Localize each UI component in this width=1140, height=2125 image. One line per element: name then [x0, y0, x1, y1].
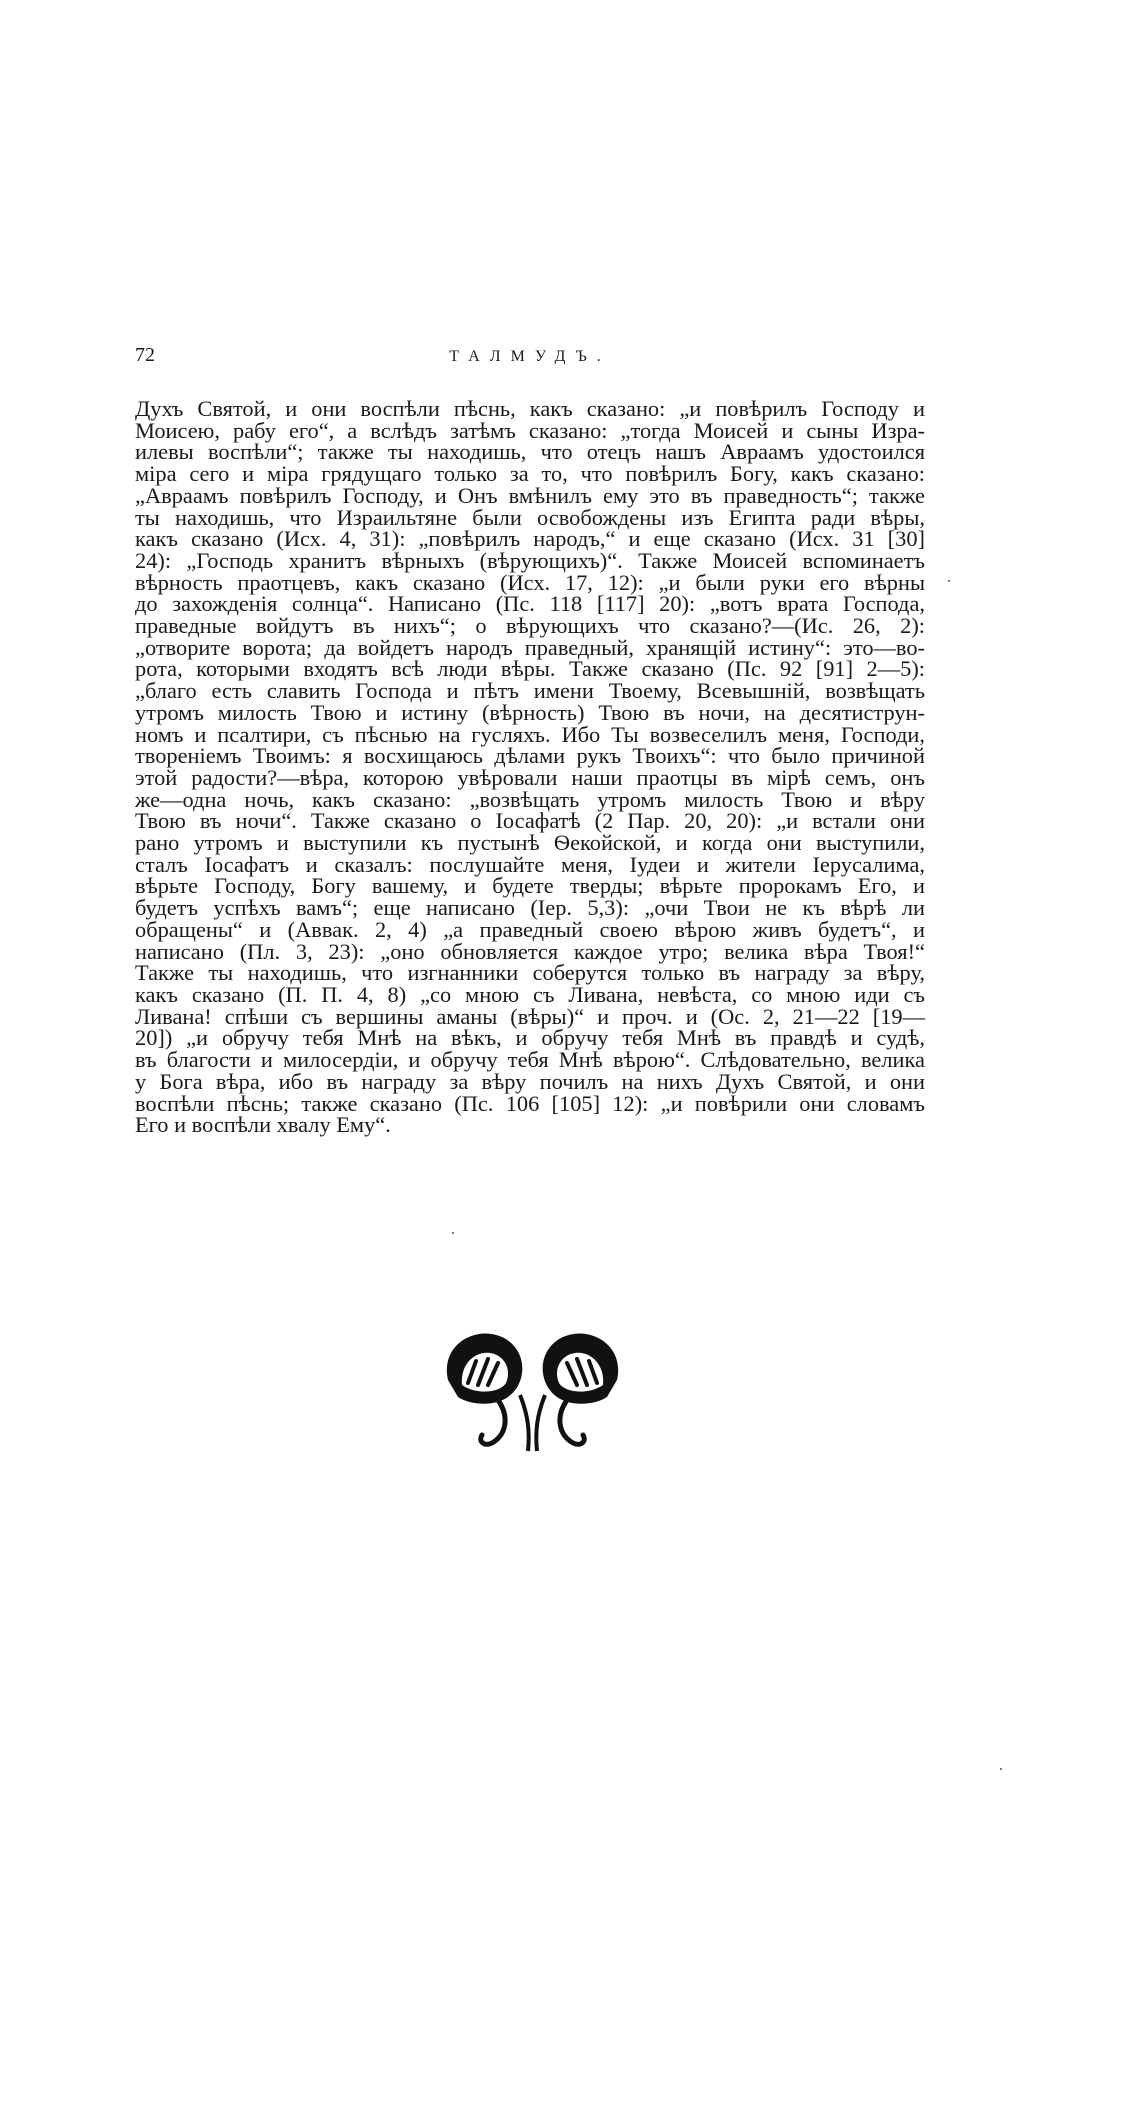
text-line: же—одна ночь, какъ сказано: „возвѣщать утромъ милость Твою и вѣру	[135, 786, 925, 812]
page-number: 72	[135, 344, 155, 366]
text-line: Твою въ ночи“. Также сказано о Іосафатѣ (2 Пар. 20, 20): „и встали они	[135, 808, 925, 834]
text-line: вѣрьте Господу, Богу вашему, и будете тверды; вѣрьте пророкамъ Его, и	[135, 873, 925, 899]
paper-speck	[1000, 1768, 1002, 1770]
text-line: 20]) „и обручу тебя Мнѣ на вѣкъ, и обручу тебя Мнѣ въ правдѣ и судѣ,	[135, 1025, 925, 1051]
text-line: будетъ успѣхъ вамъ“; еще написано (Іер. 5,3): „очи Твои не къ вѣрѣ ли	[135, 895, 925, 921]
text-line: обращены“ и (Аввак. 2, 4) „а праведный своею вѣрою живъ будетъ“, и	[135, 916, 925, 942]
text-line: Моисею, рабу его“, а вслѣдъ затѣмъ сказано: „тогда Моисей и сыны Изра-	[135, 417, 925, 443]
text-line: этой радости?—вѣра, которою увѣровали наши праотцы въ мірѣ семъ, онъ	[135, 764, 925, 790]
text-line: Ливана! спѣши съ вершины аманы (вѣры)“ и проч. и (Ос. 2, 21—22 [19—	[135, 1003, 925, 1029]
text-line: 24): „Господь хранитъ вѣрныхъ (вѣрующихъ)“. Также Моисей вспоминаетъ	[135, 547, 925, 573]
text-line: сталъ Іосафатъ и сказалъ: послушайте меня, Іудеи и жители Іерусалима,	[135, 851, 925, 877]
paper-speck	[948, 580, 950, 582]
text-line: какъ сказано (Исх. 4, 31): „повѣрилъ народъ,“ и еще сказано (Исх. 31 [30]	[135, 526, 925, 552]
text-line: написано (Пл. 3, 23): „оно обновляется каждое утро; велика вѣра Твоя!“	[135, 938, 925, 964]
text-line: „Авраамъ повѣрилъ Господу, и Онъ вмѣнилъ ему это въ праведность“; также	[135, 482, 925, 508]
floral-ornament-icon	[440, 1325, 625, 1455]
text-line: рано утромъ и выступили къ пустынѣ Ѳекойской, и когда они выступили,	[135, 830, 925, 856]
text-line: рота, которыми входятъ всѣ люди вѣры. Также сказано (Пс. 92 [91] 2—5):	[135, 656, 925, 682]
text-line: воспѣли пѣснь; также сказано (Пс. 106 [105] 12): „и повѣрили они словамъ	[135, 1090, 925, 1116]
text-line: Его и воспѣли хвалу Ему“.	[135, 1112, 391, 1138]
text-line: „благо есть славить Господа и пѣтъ имени Твоему, Всевышній, возвѣщать	[135, 678, 925, 704]
text-line: номъ и псалтири, съ пѣснью на гусляхъ. Ибо Ты возвеселилъ меня, Господи,	[135, 721, 925, 747]
text-line: вѣрность праотцевъ, какъ сказано (Исх. 17, 12): „и были руки его вѣрны	[135, 569, 925, 595]
text-line: въ благости и милосердіи, и обручу тебя Мнѣ вѣрою“. Слѣдовательно, велика	[135, 1047, 925, 1073]
body-text	[135, 398, 925, 1136]
text-line: ты находишь, что Израильтяне были освобождены изъ Египта ради вѣры,	[135, 504, 925, 530]
text-line: до захожденія солнца“. Написано (Пс. 118 [117] 20): „вотъ врата Господа,	[135, 591, 925, 617]
paper-speck	[452, 1232, 454, 1234]
text-line: твореніемъ Твоимъ: я восхищаюсь дѣлами рукъ Твоихъ“: что было причиной	[135, 743, 925, 769]
text-line: „отворите ворота; да войдетъ народъ праведный, хранящій истину“: это—во-	[135, 634, 925, 660]
text-line: илевы воспѣли“; также ты находишь, что отецъ нашъ Авраамъ удостоился	[135, 439, 925, 465]
text-line: какъ сказано (П. П. 4, 8) „со мною съ Ливана, невѣста, со мною иди съ	[135, 981, 925, 1007]
text-line: праведные войдутъ въ нихъ“; о вѣрующихъ что сказано?—(Ис. 26, 2):	[135, 613, 925, 639]
running-title: ТАЛМУДЪ.	[449, 348, 611, 365]
text-line: утромъ милость Твою и истину (вѣрность) Твою въ ночи, на десятиструн-	[135, 699, 925, 725]
text-line: міра сего и міра грядущаго только за то, что повѣрилъ Богу, какъ сказано:	[135, 461, 925, 487]
text-line: Духъ Святой, и они воспѣли пѣснь, какъ сказано: „и повѣрилъ Господу и	[135, 396, 925, 421]
text-line: у Бога вѣра, ибо въ награду за вѣру почилъ на нихъ Духъ Святой, и они	[135, 1068, 925, 1094]
text-line: Также ты находишь, что изгнанники соберутся только въ награду за вѣру,	[135, 960, 925, 986]
